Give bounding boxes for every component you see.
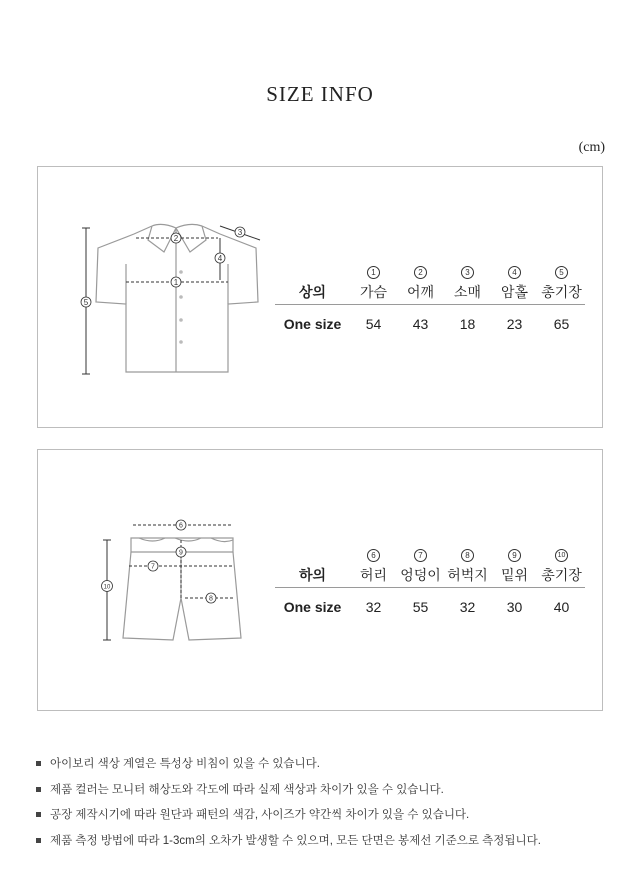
top-size-panel — [37, 166, 603, 428]
table-cell: 55 — [412, 599, 429, 615]
shorts-diagram — [93, 510, 263, 645]
column-header: 암홀 — [491, 280, 538, 305]
table-cell: 40 — [553, 599, 570, 615]
column-header: 소매 — [444, 280, 491, 305]
marker: 5 — [555, 266, 568, 279]
category-label: 하의 — [275, 563, 350, 588]
column-header: 총기장 — [538, 563, 585, 588]
shirt-diagram — [78, 212, 278, 382]
diagram-marker: 3 — [237, 228, 243, 237]
marker: 9 — [508, 549, 521, 562]
unit-label: (cm) — [578, 140, 605, 155]
note-text: 공장 제작시기에 따라 원단과 패턴의 색감, 사이즈가 약간씩 차이가 있을 수 있습니다. — [50, 809, 470, 821]
size-label: One size — [283, 316, 342, 332]
diagram-marker: 4 — [217, 254, 223, 263]
diagram-marker: 10 — [103, 584, 111, 591]
table-row — [275, 305, 585, 340]
category-label: 상의 — [275, 280, 350, 305]
marker: 3 — [461, 266, 474, 279]
bottom-size-panel — [37, 449, 603, 711]
marker: 10 — [555, 549, 568, 562]
column-header: 가슴 — [350, 280, 397, 305]
list-item — [36, 807, 616, 833]
column-header: 엉덩이 — [397, 563, 444, 588]
column-header: 허벅지 — [444, 563, 491, 588]
list-item — [36, 833, 616, 859]
diagram-marker: 9 — [179, 549, 183, 557]
notes-list — [36, 756, 616, 858]
bullet-icon — [36, 838, 41, 843]
marker: 6 — [367, 549, 380, 562]
size-label: One size — [283, 599, 342, 615]
marker: 2 — [414, 266, 427, 279]
marker: 8 — [461, 549, 474, 562]
marker: 7 — [414, 549, 427, 562]
bullet-icon — [36, 761, 41, 766]
column-header: 어깨 — [397, 280, 444, 305]
note-text: 아이보리 색상 계열은 특성상 비침이 있을 수 있습니다. — [50, 758, 320, 770]
page-title: SIZE INFO — [266, 82, 374, 106]
list-item — [36, 782, 616, 808]
diagram-marker: 1 — [173, 278, 179, 287]
diagram-marker: 8 — [209, 595, 213, 603]
marker: 4 — [508, 266, 521, 279]
bottom-size-table — [275, 543, 585, 622]
table-cell: 43 — [412, 316, 429, 332]
top-size-table — [275, 260, 585, 339]
marker: 1 — [367, 266, 380, 279]
list-item — [36, 756, 616, 782]
diagram-marker: 2 — [173, 234, 179, 243]
table-cell: 32 — [365, 599, 382, 615]
diagram-marker: 7 — [151, 563, 155, 571]
column-header: 총기장 — [538, 280, 585, 305]
table-cell: 30 — [506, 599, 523, 615]
table-cell: 32 — [459, 599, 476, 615]
note-text: 제품 측정 방법에 따라 1-3cm의 오차가 발생할 수 있으며, 모든 단면은 봉제선 기준으로 측정됩니다. — [50, 834, 541, 847]
note-text: 제품 컬러는 모니터 해상도와 각도에 따라 실제 색상과 차이가 있을 수 있습니다. — [50, 783, 444, 796]
table-cell: 54 — [365, 316, 382, 332]
table-cell: 18 — [459, 316, 476, 332]
diagram-marker: 5 — [83, 298, 89, 307]
bullet-icon — [36, 787, 41, 792]
bullet-icon — [36, 812, 41, 817]
table-row — [275, 588, 585, 623]
column-header: 밑위 — [491, 563, 538, 588]
column-header: 허리 — [350, 563, 397, 588]
table-cell: 65 — [553, 316, 570, 332]
table-cell: 23 — [506, 316, 523, 332]
diagram-marker: 6 — [179, 522, 183, 530]
